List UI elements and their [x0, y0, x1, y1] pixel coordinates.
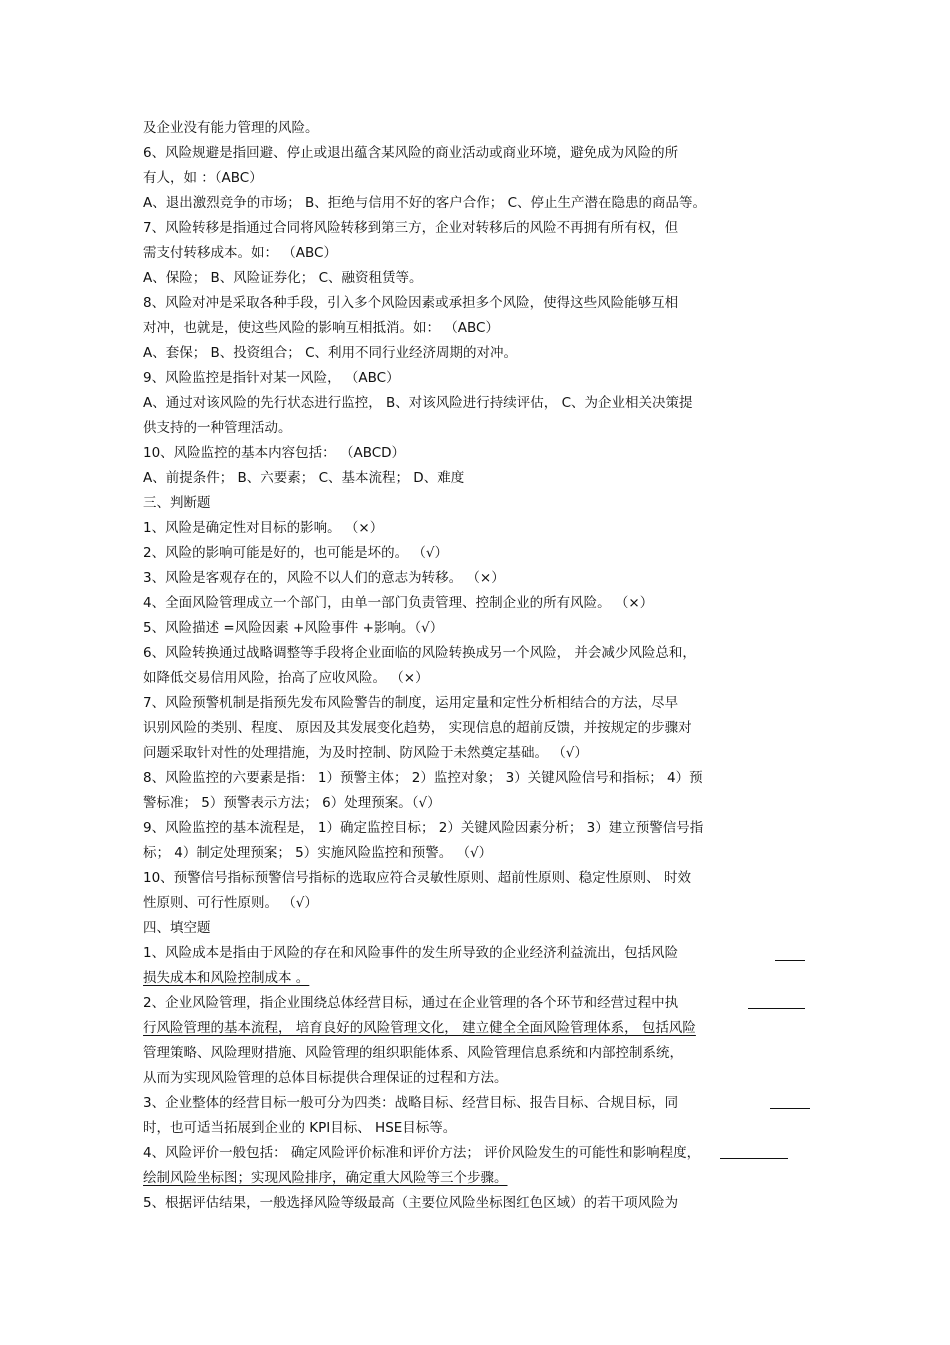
text-line: 6、风险规避是指回避、停止或退出蕴含某风险的商业活动或商业环境，避免成为风险的所	[143, 145, 679, 161]
text-line: A、通过对该风险的先行状态进行监控， B、对该风险进行持续评估， C、为企业相关决策提	[143, 395, 693, 411]
text-line: 5、风险描述 =风险因素 +风险事件 +影响。（√）	[143, 620, 444, 636]
text-line: 时，也可适当拓展到企业的 KPI目标、 HSE目标等。	[143, 1120, 457, 1136]
text-line: 对冲，也就是，使这些风险的影响互相抵消。如： （ABC）	[143, 320, 499, 336]
text-line: 行风险管理的基本流程， 培育良好的风险管理文化， 建立健全全面风险管理体系， 包括风险	[143, 1020, 696, 1036]
text-line: 性原则、可行性原则。 （√）	[143, 895, 318, 911]
text-line: 需支付转移成本。如： （ABC）	[143, 245, 337, 261]
text-line: A、前提条件； B、六要素； C、基本流程； D、难度	[143, 470, 465, 486]
answer-blank-rule	[720, 1158, 788, 1159]
text-line: A、保险； B、风险证券化； C、融资租赁等。	[143, 270, 423, 286]
text-line: 如降低交易信用风险，抬高了应收风险。 （×）	[143, 670, 429, 686]
text-line: 3、风险是客观存在的，风险不以人们的意志为转移。 （×）	[143, 570, 505, 586]
text-line: A、套保； B、投资组合； C、利用不同行业经济周期的对冲。	[143, 345, 518, 361]
text-line: 1、风险是确定性对目标的影响。 （×）	[143, 520, 384, 536]
text-line: 供支持的一种管理活动。	[143, 420, 292, 436]
text-line: 7、风险转移是指通过合同将风险转移到第三方，企业对转移后的风险不再拥有所有权，但	[143, 220, 679, 236]
text-line: 5、根据评估结果，一般选择风险等级最高（主要位风险坐标图红色区域）的若干项风险为	[143, 1195, 679, 1211]
text-line: 9、风险监控的基本流程是， 1）确定监控目标； 2）关键风险因素分析； 3）建立预警信号指	[143, 820, 704, 836]
text-line: 有人，如 ：（ABC）	[143, 170, 263, 186]
text-line: 7、风险预警机制是指预先发布风险警告的制度，运用定量和定性分析相结合的方法，尽早	[143, 695, 679, 711]
text-line: 管理策略、风险理财措施、风险管理的组织职能体系、风险管理信息系统和内部控制系统，	[143, 1045, 683, 1061]
text-line: 8、风险对冲是采取各种手段，引入多个风险因素或承担多个风险，使得这些风险能够互相	[143, 295, 679, 311]
text-line: 9、风险监控是指针对某一风险， （ABC）	[143, 370, 400, 386]
text-line: 及企业没有能力管理的风险。	[143, 120, 319, 136]
text-line: 8、风险监控的六要素是指： 1）预警主体； 2）监控对象； 3）关键风险信号和指标； 4）预	[143, 770, 703, 786]
answer-blank-rule	[770, 1108, 810, 1109]
text-line: 2、风险的影响可能是好的，也可能是坏的。 （√）	[143, 545, 448, 561]
text-line: 10、风险监控的基本内容包括： （ABCD）	[143, 445, 406, 461]
text-line: 6、风险转换通过战略调整等手段将企业面临的风险转换成另一个风险， 并会减少风险总和，	[143, 645, 696, 661]
text-line: 从而为实现风险管理的总体目标提供合理保证的过程和方法。	[143, 1070, 508, 1086]
text-line: 1、风险成本是指由于风险的存在和风险事件的发生所导致的企业经济利益流出，包括风险	[143, 945, 679, 961]
text-line: 2、企业风险管理，指企业围绕总体经营目标，通过在企业管理的各个环节和经营过程中执	[143, 995, 679, 1011]
text-line: 3、企业整体的经营目标一般可分为四类：战略目标、经营目标、报告目标、合规目标，同	[143, 1095, 679, 1111]
text-line: 10、预警信号指标预警信号指标的选取应符合灵敏性原则、超前性原则、稳定性原则、 时效	[143, 870, 691, 886]
text-line: 4、全面风险管理成立一个部门，由单一部门负责管理、控制企业的所有风险。 （×）	[143, 595, 654, 611]
text-line: 4、风险评价一般包括： 确定风险评价标准和评价方法； 评价风险发生的可能性和影响程度，	[143, 1145, 701, 1161]
answer-blank-rule	[775, 960, 805, 961]
text-line: 问题采取针对性的处理措施，为及时控制、防风险于未然奠定基础。 （√）	[143, 745, 588, 761]
answer-blank-rule	[748, 1008, 805, 1009]
text-line: 损失成本和风险控制成本 。	[143, 970, 310, 986]
text-line: 警标准； 5）预警表示方法； 6）处理预案。（√）	[143, 795, 441, 811]
text-line: 标； 4）制定处理预案； 5）实施风险监控和预警。 （√）	[143, 845, 493, 861]
text-line: A、退出激烈竞争的市场； B、拒绝与信用不好的客户合作； C、停止生产潜在隐患的商品等。	[143, 195, 707, 211]
text-line: 识别风险的类别、程度、 原因及其发展变化趋势， 实现信息的超前反馈，并按规定的步骤对	[143, 720, 692, 736]
text-line: 绘制风险坐标图；实现风险排序，确定重大风险等三个步骤。	[143, 1170, 508, 1186]
text-line: 四、填空题	[143, 920, 211, 936]
text-line: 三、判断题	[143, 495, 211, 511]
